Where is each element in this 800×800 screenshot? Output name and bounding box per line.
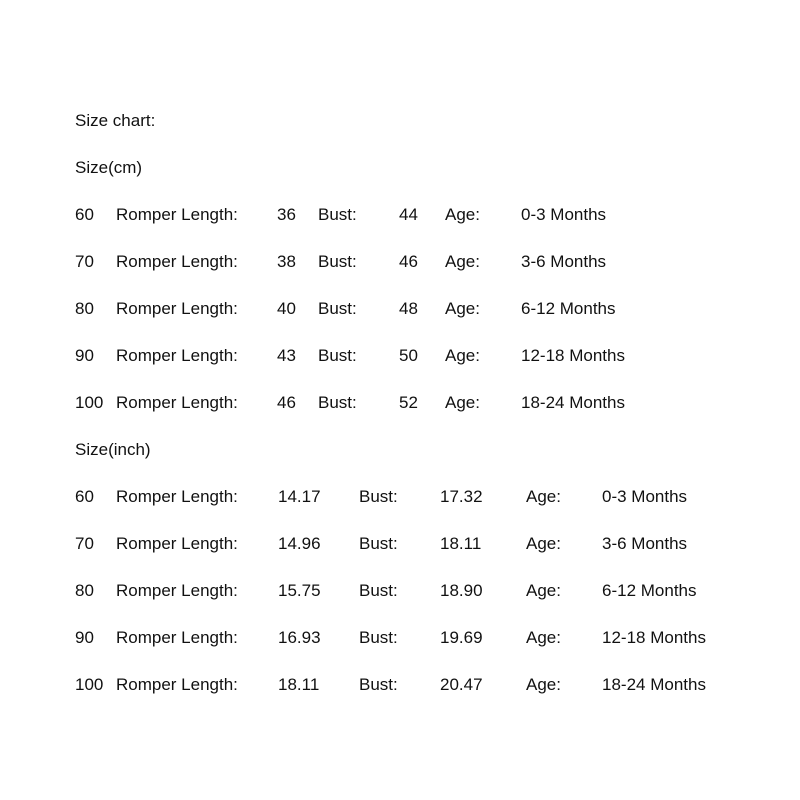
romper-length-value: 46 [277,393,296,412]
romper-length-value: 15.75 [278,581,321,600]
age-label: Age: [526,581,561,600]
romper-length-value: 18.11 [278,675,320,694]
romper-length-label: Romper Length: [116,205,238,224]
bust-label: Bust: [359,534,398,553]
bust-label: Bust: [318,252,357,271]
romper-length-label: Romper Length: [116,299,238,318]
cm-section-heading: Size(cm) [75,158,143,177]
bust-value: 20.47 [440,675,483,694]
romper-length-label: Romper Length: [116,252,238,271]
bust-label: Bust: [359,675,398,694]
page-title: Size chart: [75,111,156,130]
romper-length-label: Romper Length: [116,628,238,647]
age-value: 3-6 Months [521,252,607,271]
size-value: 100 [75,675,104,694]
age-label: Age: [526,628,561,647]
bust-value: 52 [399,393,418,412]
romper-length-label: Romper Length: [116,393,238,412]
romper-length-value: 38 [277,252,296,271]
romper-length-value: 40 [277,299,296,318]
romper-length-label: Romper Length: [116,487,238,506]
bust-value: 19.69 [440,628,483,647]
bust-label: Bust: [359,628,398,647]
size-value: 60 [75,487,94,506]
age-value: 12-18 Months [602,628,706,647]
age-label: Age: [445,393,480,412]
inch-section-heading: Size(inch) [75,440,151,459]
size-value: 90 [75,346,94,365]
romper-length-label: Romper Length: [116,675,238,694]
romper-length-value: 36 [277,205,296,224]
age-value: 0-3 Months [602,487,688,506]
size-value: 60 [75,205,94,224]
bust-label: Bust: [318,299,357,318]
size-value: 80 [75,581,94,600]
age-value: 6-12 Months [521,299,616,318]
age-value: 6-12 Months [602,581,697,600]
age-label: Age: [445,346,480,365]
bust-value: 46 [399,252,418,271]
size-value: 80 [75,299,94,318]
romper-length-label: Romper Length: [116,534,238,553]
age-label: Age: [445,252,480,271]
age-value: 3-6 Months [602,534,688,553]
age-label: Age: [526,675,561,694]
romper-length-label: Romper Length: [116,581,238,600]
bust-value: 18.11 [440,534,482,553]
bust-label: Bust: [359,487,398,506]
bust-label: Bust: [359,581,398,600]
romper-length-value: 14.96 [278,534,321,553]
romper-length-label: Romper Length: [116,346,238,365]
age-value: 18-24 Months [602,675,706,694]
size-value: 70 [75,534,94,553]
age-label: Age: [445,299,480,318]
bust-value: 18.90 [440,581,483,600]
age-label: Age: [526,487,561,506]
age-value: 18-24 Months [521,393,625,412]
romper-length-value: 14.17 [278,487,321,506]
romper-length-value: 16.93 [278,628,321,647]
bust-label: Bust: [318,205,357,224]
bust-label: Bust: [318,393,357,412]
size-value: 100 [75,393,104,412]
romper-length-value: 43 [277,346,296,365]
bust-value: 50 [399,346,418,365]
bust-value: 17.32 [440,487,483,506]
age-label: Age: [526,534,561,553]
bust-value: 48 [399,299,418,318]
size-value: 90 [75,628,94,647]
age-value: 12-18 Months [521,346,625,365]
age-label: Age: [445,205,480,224]
bust-label: Bust: [318,346,357,365]
size-value: 70 [75,252,94,271]
bust-value: 44 [399,205,418,224]
age-value: 0-3 Months [521,205,607,224]
